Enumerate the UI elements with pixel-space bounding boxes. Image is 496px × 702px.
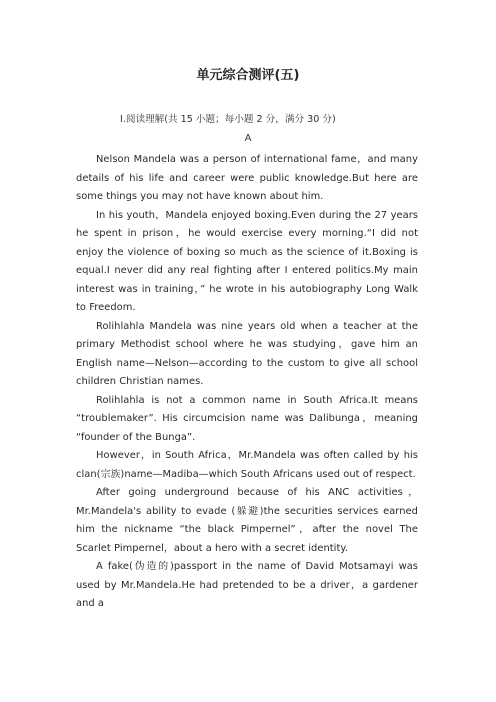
part-label: A [244,133,252,144]
paragraph: In his youth，Mandela enjoyed boxing.Even during the 27 years he spent in prison，he would exercise every morning.“I did not enjoy the violence of boxing so much as the science of it.Boxing is equal.I never did any real fighting after I entered politics.My main interest was in training，” he wrote in his autobiography Long Walk to Freedom. [76,209,418,313]
paragraph: However，in South Africa，Mr.Mandela was often called by his clan(宗族)name—Madiba—which South Africans used out of respect. [76,450,418,480]
paragraph: Nelson Mandela was a person of international fame，and many details of his life and career were public knowledge.But here are some things you may not have known about him. [76,154,418,202]
paragraph: A fake(伪造的)passport in the name of David Motsamayi was used by Mr.Mandela.He had pretended to be a driver，a gardener and a [76,561,418,609]
paragraph: Rolihlahla is not a common name in South Africa.It means “troublemaker”. His circumcision name was Dalibunga，meaning “founder of the Bunga”. [76,394,418,443]
page-title: 单元综合测评(五) [196,68,300,83]
passage-body [76,151,418,614]
paragraph: After going underground because of his ANC activities，Mr.Mandela's ability to evade (躲避)the securities services earned him the nickname “the black Pimpernel”，after the novel The Scarlet Pimpernel，about a hero with a secret identity. [76,487,418,554]
section-heading: Ⅰ.阅读理解(共 15 小题；每小题 2 分，满分 30 分) [120,114,336,125]
paragraph: Rolihlahla Mandela was nine years old when a teacher at the primary Methodist school where he was studying，gave him an English name—Nelson—according to the custom to give all school children Christian names. [76,320,418,387]
